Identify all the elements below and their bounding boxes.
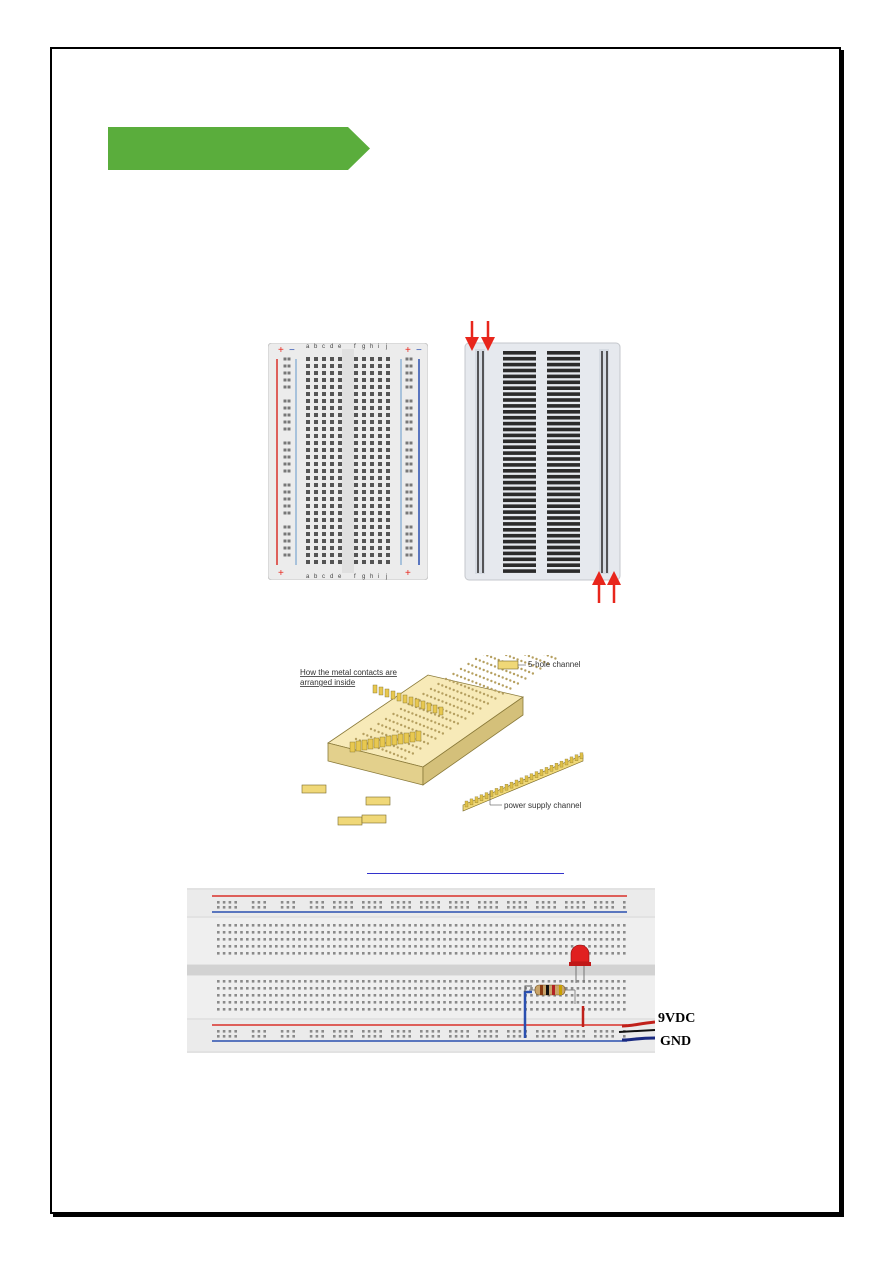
caption-main-line1: How the metal contacts are <box>300 668 397 677</box>
column-letter: c <box>322 574 325 580</box>
column-letter: f <box>354 344 356 350</box>
plus-sign-top: + <box>278 345 284 356</box>
plus-sign-right: + <box>405 345 411 356</box>
label-9vdc: 9VDC <box>658 1011 696 1026</box>
column-letter: e <box>338 574 342 580</box>
section-banner <box>108 127 370 170</box>
plus-sign-bottom: + <box>278 568 284 579</box>
column-letter: g <box>362 574 366 580</box>
hyperlink-underline[interactable] <box>367 873 564 874</box>
column-letter: i <box>378 574 380 580</box>
column-letter: a <box>306 574 310 580</box>
column-letter: h <box>370 344 374 350</box>
column-letter: d <box>330 574 334 580</box>
minus-sign-right: − <box>416 345 422 356</box>
column-letter: g <box>362 344 366 350</box>
column-letter: c <box>322 344 325 350</box>
column-letter: e <box>338 344 342 350</box>
caption-channel: 5-hole channel <box>528 660 581 669</box>
breadboard-internal-contacts <box>298 655 588 840</box>
column-letter: j <box>386 344 388 350</box>
column-letter: b <box>314 574 318 580</box>
breadboard-circuit <box>187 888 655 1053</box>
breadboard-underside-view <box>463 321 623 603</box>
column-letter: h <box>370 574 374 580</box>
label-gnd: GND <box>660 1034 692 1049</box>
column-letter: a <box>306 344 310 350</box>
caption-main-line2: arranged inside <box>300 678 356 687</box>
caption-power: power supply channel <box>504 801 582 810</box>
plus-sign-bottom-right: + <box>405 568 411 579</box>
column-letter: d <box>330 344 334 350</box>
column-letter: f <box>354 574 356 580</box>
column-letter: i <box>378 344 380 350</box>
column-letter: j <box>386 574 388 580</box>
column-letter: b <box>314 344 318 350</box>
breadboard-top-view <box>268 343 428 580</box>
minus-sign-top: − <box>289 345 295 356</box>
